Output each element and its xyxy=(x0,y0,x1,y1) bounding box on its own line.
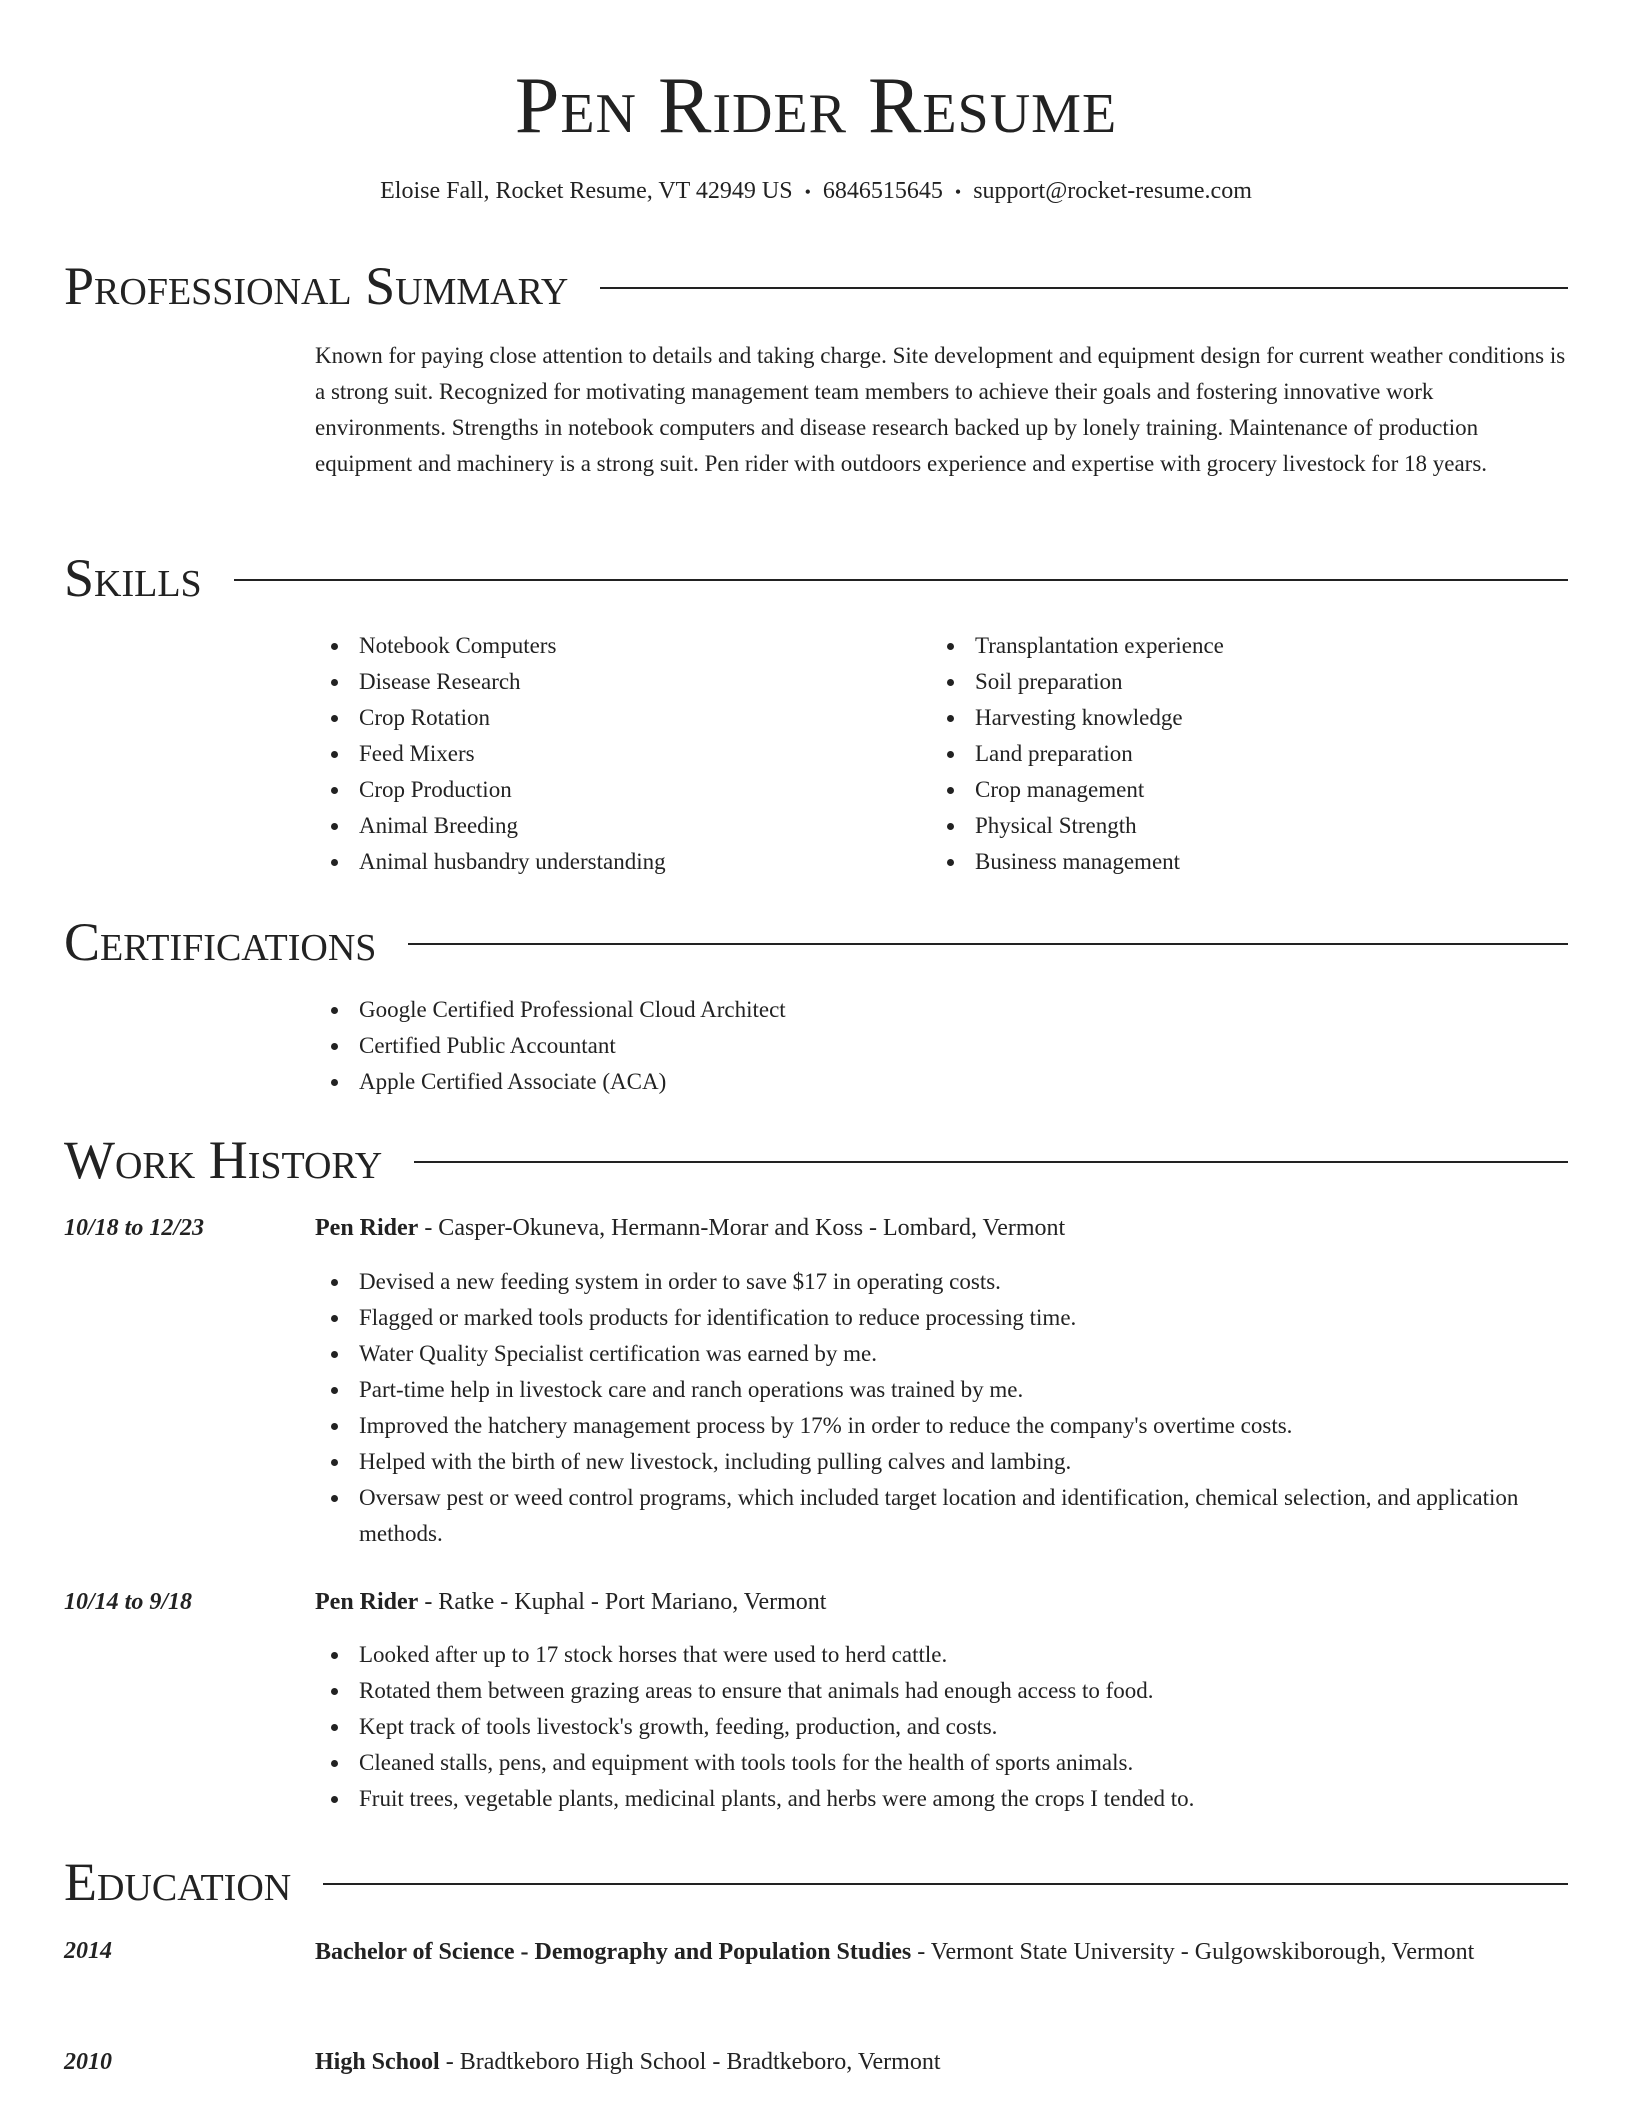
job-bullet: Oversaw pest or weed control programs, which included target location and identification, chemical selection, and application methods. xyxy=(315,1480,1568,1552)
skill-item: Crop Rotation xyxy=(315,700,915,736)
job-role: Pen Rider xyxy=(315,1215,419,1241)
skill-item: Crop Production xyxy=(315,772,915,808)
skill-item: Feed Mixers xyxy=(315,736,915,772)
summary-text: Known for paying close attention to details and taking charge. Site development and equipment design for current weather conditions is a strong suit. Recognized for motivating management team members to achieve their goals and fostering innovative work environments. Strengths in notebook computers and disease research backed up by lonely training. Maintenance of production equipment and machinery is a strong suit. Pen rider with outdoors experience and expertise with grocery livestock for 18 years. xyxy=(315,343,1566,476)
skill-item: Crop management xyxy=(931,772,1531,808)
job-bullet: Fruit trees, vegetable plants, medicinal plants, and herbs were among the crops I tended to. xyxy=(315,1781,1568,1817)
skill-item: Notebook Computers xyxy=(315,628,915,664)
skill-item: Disease Research xyxy=(315,664,915,700)
education-year: 2010 xyxy=(64,2049,112,2075)
education-school: - Bradtkeboro High School - Bradtkeboro, Vermont xyxy=(439,2049,941,2075)
job-bullet: Water Quality Specialist certification was earned by me. xyxy=(315,1336,1568,1372)
education-entry xyxy=(315,2043,1568,2081)
skill-item: Soil preparation xyxy=(931,664,1531,700)
work-section-header xyxy=(64,1130,1568,1190)
education-section-header xyxy=(64,1852,1568,1912)
job-bullets xyxy=(315,1637,1568,1817)
contact-email: support@rocket-resume.com xyxy=(973,178,1252,204)
certification-item: Apple Certified Associate (ACA) xyxy=(315,1064,1568,1100)
skill-item: Land preparation xyxy=(931,736,1531,772)
job-company: - Ratke - Kuphal - Port Mariano, Vermont xyxy=(418,1589,827,1615)
education-year: 2014 xyxy=(64,1938,112,1964)
summary-section-header xyxy=(64,256,1568,316)
work-heading: Work History xyxy=(64,1130,383,1190)
education-degree: Bachelor of Science - Demography and Population Studies xyxy=(315,1939,912,1965)
job-title-line xyxy=(315,1210,1568,1246)
job-dates: 10/14 to 9/18 xyxy=(64,1589,193,1615)
skill-item: Transplantation experience xyxy=(931,628,1531,664)
skills-left-column xyxy=(315,628,915,880)
job-bullet: Flagged or marked tools products for identification to reduce processing time. xyxy=(315,1300,1568,1336)
contact-line xyxy=(64,174,1568,209)
skills-heading: Skills xyxy=(64,548,202,608)
skill-item: Animal husbandry understanding xyxy=(315,844,915,880)
education-school: - Vermont State University - Gulgowskiborough, Vermont xyxy=(911,1939,1475,1965)
section-divider xyxy=(323,1883,1568,1885)
contact-separator: • xyxy=(804,182,811,202)
section-divider xyxy=(408,943,1568,945)
job-title-line xyxy=(315,1584,1568,1620)
section-divider xyxy=(414,1161,1568,1163)
certification-item: Certified Public Accountant xyxy=(315,1028,1568,1064)
summary-heading: Professional Summary xyxy=(64,256,569,316)
job-bullet: Improved the hatchery management process by 17% in order to reduce the company's overtime costs. xyxy=(315,1408,1568,1444)
skill-item: Harvesting knowledge xyxy=(931,700,1531,736)
certifications-list xyxy=(315,992,1568,1100)
certification-item: Google Certified Professional Cloud Architect xyxy=(315,992,1568,1028)
education-degree: High School xyxy=(315,2049,440,2075)
job-bullet: Part-time help in livestock care and ranch operations was trained by me. xyxy=(315,1372,1568,1408)
education-heading: Education xyxy=(64,1852,292,1912)
skills-section-header xyxy=(64,548,1568,608)
job-role: Pen Rider xyxy=(315,1589,419,1615)
job-bullet: Devised a new feeding system in order to save $17 in operating costs. xyxy=(315,1264,1568,1300)
job-bullet: Rotated them between grazing areas to ensure that animals had enough access to food. xyxy=(315,1673,1568,1709)
job-bullet: Looked after up to 17 stock horses that were used to herd cattle. xyxy=(315,1637,1568,1673)
job-bullet: Helped with the birth of new livestock, including pulling calves and lambing. xyxy=(315,1444,1568,1480)
job-bullets xyxy=(315,1264,1568,1552)
skill-item: Physical Strength xyxy=(931,808,1531,844)
section-divider xyxy=(600,287,1568,289)
resume-title: Pen Rider Resume xyxy=(514,62,1118,150)
skills-right-column xyxy=(931,628,1531,880)
job-dates: 10/18 to 12/23 xyxy=(64,1215,205,1241)
education-entry xyxy=(315,1933,1568,1971)
job-company: - Casper-Okuneva, Hermann-Morar and Koss - Lombard, Vermont xyxy=(418,1215,1066,1241)
certifications-section-header xyxy=(64,912,1568,972)
section-divider xyxy=(234,579,1568,581)
skill-item: Animal Breeding xyxy=(315,808,915,844)
contact-phone: 6846515645 xyxy=(822,178,943,204)
contact-address: Eloise Fall, Rocket Resume, VT 42949 US xyxy=(380,178,793,204)
certifications-heading: Certifications xyxy=(64,912,377,972)
skill-item: Business management xyxy=(931,844,1531,880)
job-bullet: Kept track of tools livestock's growth, feeding, production, and costs. xyxy=(315,1709,1568,1745)
contact-separator: • xyxy=(954,182,962,202)
job-bullet: Cleaned stalls, pens, and equipment with tools tools for the health of sports animals. xyxy=(315,1745,1568,1781)
